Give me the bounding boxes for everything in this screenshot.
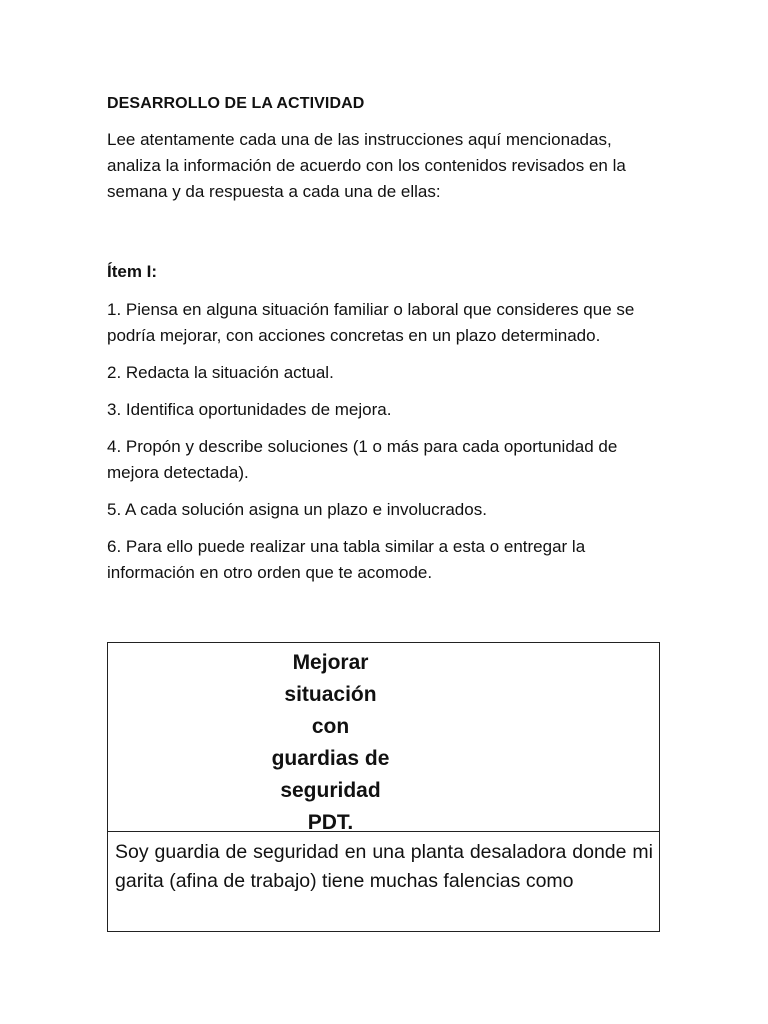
item-title: Ítem I: <box>107 262 158 281</box>
instruction-item: 1. Piensa en alguna situación familiar o laboral que consideres que se podría mejorar, con acciones concretas en un plazo determinado. <box>107 300 635 345</box>
instruction-item: 3. Identifica oportunidades de mejora. <box>107 400 392 419</box>
improvement-table <box>107 642 660 932</box>
intro-paragraph: Lee atentamente cada una de las instrucciones aquí mencionadas, analiza la información de acuerdo con los contenidos revisados en la semana y da respuesta a cada una de ellas: <box>107 130 626 201</box>
instruction-item: 4. Propón y describe soluciones (1 o más para cada oportunidad de mejora detectada). <box>107 437 618 482</box>
instruction-item: 5. A cada solución asigna un plazo e involucrados. <box>107 500 487 519</box>
instruction-list <box>107 297 667 597</box>
instruction-item: 2. Redacta la situación actual. <box>107 363 334 382</box>
table-title: Mejorar situación con guardias de seguridad PDT. <box>271 651 390 834</box>
instruction-item: 6. Para ello puede realizar una tabla similar a esta o entregar la información en otro orden que te acomode. <box>107 537 586 582</box>
section-heading: DESARROLLO DE LA ACTIVIDAD <box>107 95 365 112</box>
table-body-cell: Soy guardia de seguridad en una planta desaladora donde mi garita (afina de trabajo) tiene muchas falencias como <box>115 841 653 892</box>
table-header-cell <box>108 643 659 832</box>
